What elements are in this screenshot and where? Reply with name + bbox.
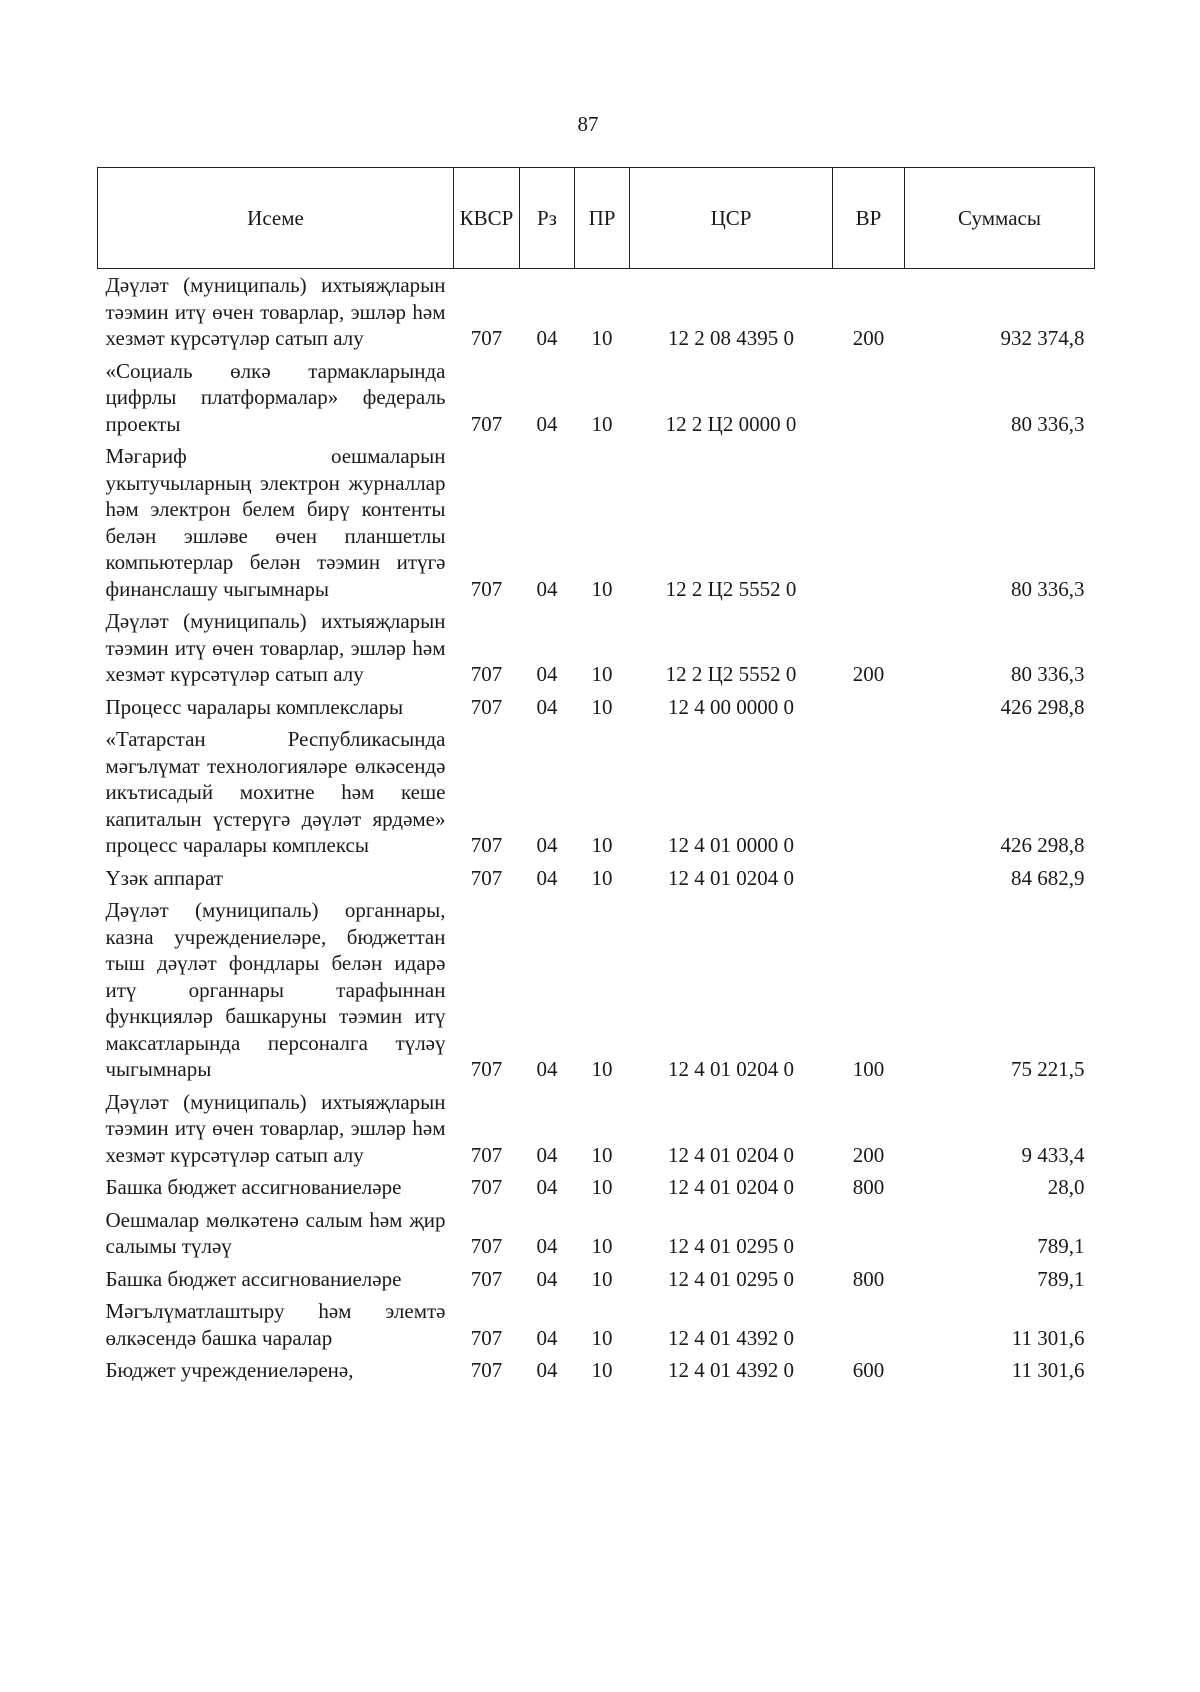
row-rz: 04 <box>536 833 558 857</box>
row-pr: 10 <box>591 1057 613 1081</box>
row-name: Мәгълүматлаштыру һәм элемтә өлкәсендә башка чаралар <box>105 1299 446 1350</box>
row-rz: 04 <box>536 1266 558 1291</box>
header-rz: Рз <box>520 168 575 269</box>
row-kvsr: 707 <box>470 833 503 857</box>
row-pr: 10 <box>591 833 613 857</box>
row-rz: 04 <box>536 865 558 890</box>
row-csr: 12 4 01 0295 0 <box>668 1234 794 1258</box>
row-kvsr: 707 <box>470 1142 503 1167</box>
row-csr: 12 4 01 0000 0 <box>668 833 794 857</box>
row-vr: 600 <box>852 1358 885 1382</box>
table-row <box>98 440 1095 605</box>
row-vr <box>833 1295 905 1354</box>
table-row <box>98 723 1095 862</box>
row-kvsr: 707 <box>470 1266 503 1291</box>
row-pr: 10 <box>591 411 613 436</box>
row-kvsr: 707 <box>470 1175 503 1199</box>
row-csr: 12 2 08 4395 0 <box>668 326 794 350</box>
row-sum: 80 336,3 <box>1011 662 1085 686</box>
row-name: Мәгариф оешмаларын укытучыларның электрон журналлар һәм электрон белем бирү контенты белән эшләве өчен планшетлы компьютерлар белән тәэмин итүгә финанслашу чыгымнары <box>105 444 446 601</box>
row-pr: 10 <box>591 1142 613 1167</box>
row-rz: 04 <box>536 662 558 686</box>
header-csr: ЦСР <box>630 168 833 269</box>
row-vr <box>833 355 905 441</box>
row-pr: 10 <box>591 1175 613 1199</box>
row-sum: 80 336,3 <box>1011 411 1085 436</box>
page-number: 87 <box>577 112 599 136</box>
row-pr: 10 <box>591 662 613 686</box>
row-name: Дәүләт (муниципаль) ихтыяҗларын тәэмин итү өчен товарлар, эшләр һәм хезмәт күрсәтүләр сатып алу <box>105 273 446 350</box>
row-name: «Социаль өлкә тармакларында цифрлы платформалар» федераль проекты <box>105 358 446 436</box>
header-vr: ВР <box>833 168 905 269</box>
row-csr: 12 4 01 0204 0 <box>668 1142 794 1167</box>
table-row <box>98 1295 1095 1354</box>
row-name: Оешмалар мөлкәтенә салым һәм җир салымы түләү <box>105 1207 446 1258</box>
row-pr: 10 <box>591 1266 613 1291</box>
row-rz: 04 <box>536 1057 558 1081</box>
row-kvsr: 707 <box>470 694 503 719</box>
row-rz: 04 <box>536 1325 558 1350</box>
row-name: Башка бюджет ассигнованиеләре <box>105 1266 402 1291</box>
row-csr: 12 4 01 0295 0 <box>668 1266 794 1291</box>
row-kvsr: 707 <box>470 1057 503 1081</box>
table-row <box>98 355 1095 441</box>
row-rz: 04 <box>536 411 558 436</box>
table-row <box>98 1086 1095 1172</box>
row-sum: 426 298,8 <box>1000 833 1085 857</box>
row-pr: 10 <box>591 576 613 601</box>
row-rz: 04 <box>536 1358 558 1382</box>
header-pr: ПР <box>575 168 630 269</box>
header-sum: Суммасы <box>905 168 1095 269</box>
row-kvsr: 707 <box>470 865 503 890</box>
row-rz: 04 <box>536 576 558 601</box>
table-row <box>98 1171 1095 1204</box>
row-name: Дәүләт (муниципаль) ихтыяҗларын тәэмин итү өчен товарлар, эшләр һәм хезмәт күрсәтүләр сатып алу <box>105 1089 446 1167</box>
row-vr: 800 <box>852 1266 885 1291</box>
row-vr: 200 <box>852 326 885 350</box>
table-row <box>98 1354 1095 1387</box>
row-name: Процесс чаралары комплекслары <box>105 694 404 719</box>
row-pr: 10 <box>591 865 613 890</box>
row-sum: 80 336,3 <box>1011 576 1085 601</box>
row-sum: 932 374,8 <box>1000 326 1085 350</box>
header-row <box>98 168 1095 269</box>
row-rz: 04 <box>536 1234 558 1258</box>
row-rz: 04 <box>536 1175 558 1199</box>
row-csr: 12 4 01 0204 0 <box>668 865 794 890</box>
table-row <box>98 269 1095 355</box>
row-sum: 789,1 <box>1037 1234 1085 1258</box>
budget-table-container <box>97 167 1094 1387</box>
row-vr: 100 <box>852 1057 885 1081</box>
row-csr: 12 2 Ц2 5552 0 <box>665 576 797 601</box>
row-kvsr: 707 <box>470 1358 503 1382</box>
row-pr: 10 <box>591 1234 613 1258</box>
table-row <box>98 894 1095 1086</box>
table-row <box>98 1263 1095 1296</box>
row-kvsr: 707 <box>470 576 503 601</box>
table-row <box>98 1204 1095 1263</box>
row-vr <box>833 1204 905 1263</box>
row-csr: 12 2 Ц2 0000 0 <box>665 411 797 436</box>
row-sum: 789,1 <box>1037 1266 1085 1291</box>
row-sum: 9 433,4 <box>1021 1142 1085 1167</box>
row-name: Башка бюджет ассигнованиеләре <box>105 1175 402 1199</box>
row-sum: 11 301,6 <box>1011 1325 1085 1350</box>
row-vr: 200 <box>852 662 885 686</box>
row-sum: 28,0 <box>1047 1175 1085 1199</box>
row-name: Бюджет учреждениеләренә, <box>105 1358 354 1382</box>
row-name: Дәүләт (муниципаль) органнары, казна учреждениеләре, бюджеттан тыш дәүләт фондлары белән идарә итү органнары тарафыннан функцияләр башкаруны тәэмин итү максатларында персоналга түләү чыгымнары <box>105 898 446 1081</box>
row-rz: 04 <box>536 326 558 350</box>
row-csr: 12 4 01 0204 0 <box>668 1175 794 1199</box>
row-sum: 11 301,6 <box>1011 1358 1085 1382</box>
row-sum: 75 221,5 <box>1011 1057 1085 1081</box>
header-kvsr: КВСР <box>454 168 520 269</box>
table-row <box>98 605 1095 691</box>
row-csr: 12 2 Ц2 5552 0 <box>665 662 797 686</box>
row-vr <box>833 862 905 895</box>
row-kvsr: 707 <box>470 1234 503 1258</box>
row-csr: 12 4 01 4392 0 <box>668 1358 794 1382</box>
table-body <box>98 269 1095 1387</box>
row-kvsr: 707 <box>470 1325 503 1350</box>
row-rz: 04 <box>536 1142 558 1167</box>
row-pr: 10 <box>591 694 613 719</box>
header-name: Исеме <box>98 168 454 269</box>
row-vr <box>833 691 905 724</box>
row-vr: 800 <box>852 1175 885 1199</box>
row-pr: 10 <box>591 1358 613 1382</box>
table-row <box>98 691 1095 724</box>
table-row <box>98 862 1095 895</box>
row-kvsr: 707 <box>470 662 503 686</box>
row-rz: 04 <box>536 694 558 719</box>
row-vr: 200 <box>852 1142 885 1167</box>
row-kvsr: 707 <box>470 326 503 350</box>
row-name: Үзәк аппарат <box>105 865 224 890</box>
row-name: Дәүләт (муниципаль) ихтыяҗларын тәэмин итү өчен товарлар, эшләр һәм хезмәт күрсәтүләр сатып алу <box>105 609 446 686</box>
row-csr: 12 4 01 4392 0 <box>668 1325 794 1350</box>
budget-table <box>97 167 1095 1387</box>
table-header <box>98 168 1095 269</box>
row-pr: 10 <box>591 326 613 350</box>
row-pr: 10 <box>591 1325 613 1350</box>
row-kvsr: 707 <box>470 411 503 436</box>
row-sum: 426 298,8 <box>1000 694 1085 719</box>
row-sum: 84 682,9 <box>1011 865 1085 890</box>
row-name: «Татарстан Республикасында мәгълүмат технологияләре өлкәсендә икътисадый мохитне һәм кеше капиталын үстерүгә дәүләт ярдәме» процесс чаралары комплексы <box>105 727 446 857</box>
row-vr <box>833 440 905 605</box>
row-csr: 12 4 01 0204 0 <box>668 1057 794 1081</box>
row-vr <box>833 723 905 862</box>
row-csr: 12 4 00 0000 0 <box>668 694 794 719</box>
